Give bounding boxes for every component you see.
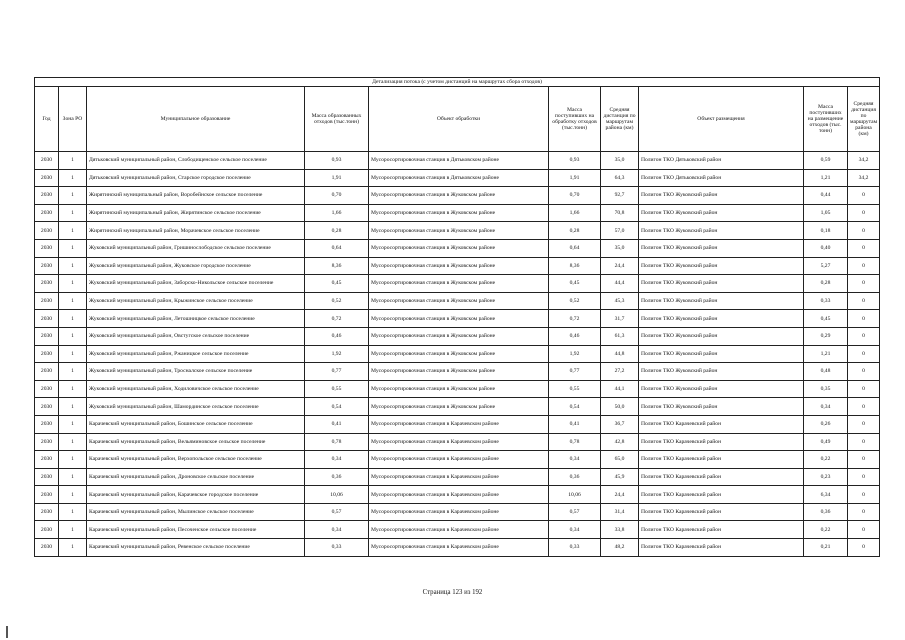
waste-flow-table [34, 77, 880, 557]
cell-placement-object: Полигон ТКО Карачевский район [639, 433, 804, 451]
cell-mass-to-placement: 0,22 [804, 451, 848, 469]
cell-avg-distance-treatment: 57,0 [601, 222, 639, 240]
cell-avg-distance-placement: 0 [848, 486, 880, 504]
cell-mass-to-placement: 0,49 [804, 433, 848, 451]
cell-zone: 1 [59, 222, 87, 240]
cell-municipality: Карачевский муниципальный район, Ревенское сельское поселение [87, 539, 305, 557]
cell-treatment-object: Мусоросортировочная станция в Жуковском районе [369, 310, 549, 328]
cell-placement-object: Полигон ТКО Жуковский район [639, 257, 804, 275]
cell-mass-to-placement: 0,45 [804, 310, 848, 328]
cell-municipality: Карачевский муниципальный район, Верхопольское сельское поселение [87, 451, 305, 469]
table-row [35, 415, 880, 433]
cell-municipality: Жуковский муниципальный район, Заборско-Никольское сельское поселение [87, 275, 305, 293]
cell-municipality: Дятьковский муниципальный район, Слободищенское сельское поселение [87, 152, 305, 170]
cell-year: 2030 [35, 257, 59, 275]
cell-avg-distance-treatment: 44,8 [601, 345, 639, 363]
cell-mass-to-treatment: 0,28 [549, 222, 601, 240]
cell-avg-distance-placement: 0 [848, 433, 880, 451]
cell-mass-to-placement: 1,21 [804, 169, 848, 187]
cell-mass-to-placement: 0,18 [804, 222, 848, 240]
cell-municipality: Жуковский муниципальный район, Ржаницкое сельское поселение [87, 345, 305, 363]
cell-treatment-object: Мусоросортировочная станция в Карачевском районе [369, 415, 549, 433]
cell-year: 2030 [35, 275, 59, 293]
table-row [35, 503, 880, 521]
cell-mass-generated: 1,66 [305, 204, 369, 222]
cell-year: 2030 [35, 292, 59, 310]
cell-treatment-object: Мусоросортировочная станция в Карачевском районе [369, 468, 549, 486]
cell-mass-to-placement: 0,28 [804, 275, 848, 293]
cell-mass-to-treatment: 0,45 [549, 275, 601, 293]
cell-avg-distance-treatment: 35,0 [601, 152, 639, 170]
cell-mass-generated: 0,52 [305, 292, 369, 310]
cell-year: 2030 [35, 380, 59, 398]
cell-treatment-object: Мусоросортировочная станция в Жуковском районе [369, 363, 549, 381]
cell-municipality: Карачевский муниципальный район, Бошинское сельское поселение [87, 415, 305, 433]
cell-zone: 1 [59, 257, 87, 275]
cell-treatment-object: Мусоросортировочная станция в Жуковском районе [369, 345, 549, 363]
cell-mass-to-placement: 0,44 [804, 187, 848, 205]
cell-treatment-object: Мусоросортировочная станция в Жуковском районе [369, 292, 549, 310]
table-row [35, 451, 880, 469]
cell-municipality: Жуковский муниципальный район, Овстугское сельское поселение [87, 327, 305, 345]
cell-avg-distance-treatment: 35,0 [601, 239, 639, 257]
table-row [35, 222, 880, 240]
cell-placement-object: Полигон ТКО Дятьковский район [639, 152, 804, 170]
cell-treatment-object: Мусоросортировочная станция в Жуковском районе [369, 239, 549, 257]
table-row [35, 152, 880, 170]
cell-placement-object: Полигон ТКО Жуковский район [639, 222, 804, 240]
cell-placement-object: Полигон ТКО Жуковский район [639, 310, 804, 328]
cell-avg-distance-treatment: 24,4 [601, 486, 639, 504]
cell-year: 2030 [35, 451, 59, 469]
cell-zone: 1 [59, 415, 87, 433]
cell-municipality: Жуковский муниципальный район, Жуковское городское поселение [87, 257, 305, 275]
cell-municipality: Жирятинский муниципальный район, Жирятинское сельское поселение [87, 204, 305, 222]
cell-treatment-object: Мусоросортировочная станция в Карачевском районе [369, 433, 549, 451]
cell-mass-to-placement: 0,33 [804, 292, 848, 310]
cell-treatment-object: Мусоросортировочная станция в Жуковском районе [369, 398, 549, 416]
cell-placement-object: Полигон ТКО Жуковский район [639, 292, 804, 310]
cell-zone: 1 [59, 327, 87, 345]
cell-mass-generated: 10,06 [305, 486, 369, 504]
cell-municipality: Карачевский муниципальный район, Дроновское сельское поселение [87, 468, 305, 486]
cell-mass-to-placement: 0,34 [804, 398, 848, 416]
cell-placement-object: Полигон ТКО Дятьковский район [639, 169, 804, 187]
cell-zone: 1 [59, 468, 87, 486]
cell-avg-distance-treatment: 27,2 [601, 363, 639, 381]
cell-placement-object: Полигон ТКО Карачевский район [639, 539, 804, 557]
header-treatment-object: Объект обработки [369, 87, 549, 152]
cell-placement-object: Полигон ТКО Карачевский район [639, 521, 804, 539]
cell-mass-generated: 0,70 [305, 187, 369, 205]
cell-mass-generated: 0,34 [305, 451, 369, 469]
cell-mass-generated: 0,33 [305, 539, 369, 557]
cell-year: 2030 [35, 398, 59, 416]
cell-mass-to-placement: 0,40 [804, 239, 848, 257]
cell-mass-to-treatment: 0,57 [549, 503, 601, 521]
cell-mass-to-placement: 0,59 [804, 152, 848, 170]
cell-mass-to-placement: 0,36 [804, 503, 848, 521]
cell-mass-to-treatment: 0,34 [549, 451, 601, 469]
table-row [35, 521, 880, 539]
cell-municipality: Жуковский муниципальный район, Гришинослободское сельское поселение [87, 239, 305, 257]
cell-avg-distance-treatment: 36,7 [601, 415, 639, 433]
cell-municipality: Жуковский муниципальный район, Летошницкое сельское поселение [87, 310, 305, 328]
table-row [35, 292, 880, 310]
cell-municipality: Жуковский муниципальный район, Крыжинское сельское поселение [87, 292, 305, 310]
cell-mass-to-treatment: 0,34 [549, 521, 601, 539]
cell-avg-distance-placement: 0 [848, 239, 880, 257]
cell-municipality: Карачевский муниципальный район, Песоченское сельское поселение [87, 521, 305, 539]
cell-mass-generated: 1,92 [305, 345, 369, 363]
cell-municipality: Жуковский муниципальный район, Тросналское сельское поселение [87, 363, 305, 381]
cell-avg-distance-treatment: 45,3 [601, 292, 639, 310]
cell-zone: 1 [59, 363, 87, 381]
cell-mass-to-treatment: 0,64 [549, 239, 601, 257]
cell-zone: 1 [59, 239, 87, 257]
cell-zone: 1 [59, 292, 87, 310]
table-row [35, 539, 880, 557]
cell-treatment-object: Мусоросортировочная станция в Карачевском районе [369, 521, 549, 539]
cell-placement-object: Полигон ТКО Жуковский район [639, 275, 804, 293]
cell-avg-distance-treatment: 31,4 [601, 503, 639, 521]
cell-mass-to-placement: 0,29 [804, 327, 848, 345]
cell-treatment-object: Мусоросортировочная станция в Карачевском районе [369, 486, 549, 504]
cell-mass-generated: 0,77 [305, 363, 369, 381]
cell-mass-generated: 8,36 [305, 257, 369, 275]
cell-avg-distance-placement: 0 [848, 503, 880, 521]
cell-treatment-object: Мусоросортировочная станция в Жуковском районе [369, 380, 549, 398]
table-row [35, 275, 880, 293]
table-row [35, 187, 880, 205]
cell-year: 2030 [35, 327, 59, 345]
cell-mass-to-treatment: 0,93 [549, 152, 601, 170]
cell-zone: 1 [59, 187, 87, 205]
table-row [35, 398, 880, 416]
cell-mass-to-placement: 0,26 [804, 415, 848, 433]
cell-avg-distance-placement: 0 [848, 275, 880, 293]
cell-zone: 1 [59, 521, 87, 539]
header-mass-to-treatment: Масса поступивших на обработку отходов (тыс.тонн) [549, 87, 601, 152]
cell-avg-distance-placement: 0 [848, 310, 880, 328]
cell-mass-to-treatment: 10,06 [549, 486, 601, 504]
table-row [35, 169, 880, 187]
cell-treatment-object: Мусоросортировочная станция в Карачевском районе [369, 539, 549, 557]
cell-mass-generated: 0,46 [305, 327, 369, 345]
cell-avg-distance-placement: 0 [848, 204, 880, 222]
cell-mass-generated: 1,91 [305, 169, 369, 187]
cell-mass-to-placement: 5,27 [804, 257, 848, 275]
cell-mass-generated: 0,64 [305, 239, 369, 257]
cell-treatment-object: Мусоросортировочная станция в Жуковском районе [369, 327, 549, 345]
cell-mass-generated: 0,34 [305, 521, 369, 539]
cell-treatment-object: Мусоросортировочная станция в Карачевском районе [369, 451, 549, 469]
table-row [35, 345, 880, 363]
cell-avg-distance-placement: 0 [848, 380, 880, 398]
cell-avg-distance-treatment: 48,2 [601, 539, 639, 557]
cell-avg-distance-placement: 0 [848, 345, 880, 363]
cell-year: 2030 [35, 486, 59, 504]
cell-year: 2030 [35, 187, 59, 205]
cell-avg-distance-treatment: 44,1 [601, 380, 639, 398]
cell-municipality: Карачевский муниципальный район, Вельяминовское сельское поселение [87, 433, 305, 451]
cell-municipality: Жуковский муниципальный район, Ходиловичское сельское поселение [87, 380, 305, 398]
cell-year: 2030 [35, 310, 59, 328]
cell-avg-distance-placement: 34,2 [848, 152, 880, 170]
cell-mass-to-treatment: 0,41 [549, 415, 601, 433]
cell-year: 2030 [35, 363, 59, 381]
cell-avg-distance-placement: 0 [848, 398, 880, 416]
cell-municipality: Жуковский муниципальный район, Шамординское сельское поселение [87, 398, 305, 416]
table-row [35, 310, 880, 328]
cell-mass-to-treatment: 0,70 [549, 187, 601, 205]
cell-avg-distance-placement: 0 [848, 539, 880, 557]
cell-avg-distance-treatment: 44,4 [601, 275, 639, 293]
cell-zone: 1 [59, 398, 87, 416]
table-row [35, 380, 880, 398]
cell-treatment-object: Мусоросортировочная станция в Жуковском районе [369, 275, 549, 293]
cell-mass-generated: 0,41 [305, 415, 369, 433]
cell-mass-to-placement: 0,23 [804, 468, 848, 486]
cell-mass-to-placement: 0,21 [804, 539, 848, 557]
cell-avg-distance-treatment: 31,7 [601, 310, 639, 328]
table-caption: Детализация потока (с учетом дистанций на маршрутах сбора отходов) [35, 78, 880, 87]
cell-mass-generated: 0,72 [305, 310, 369, 328]
cell-placement-object: Полигон ТКО Карачевский район [639, 415, 804, 433]
cell-year: 2030 [35, 521, 59, 539]
cell-mass-to-treatment: 0,46 [549, 327, 601, 345]
cell-avg-distance-treatment: 65,0 [601, 451, 639, 469]
cell-avg-distance-placement: 0 [848, 292, 880, 310]
header-avg-distance-treatment: Средняя дистанция по маршрутам района (км) [601, 87, 639, 152]
cell-placement-object: Полигон ТКО Жуковский район [639, 363, 804, 381]
cell-mass-to-placement: 0,48 [804, 363, 848, 381]
scan-edge-mark [6, 626, 8, 638]
header-avg-distance-placement: Средняя дистанция по маршрутам района (км) [848, 87, 880, 152]
cell-year: 2030 [35, 503, 59, 521]
cell-year: 2030 [35, 468, 59, 486]
cell-placement-object: Полигон ТКО Карачевский район [639, 451, 804, 469]
header-placement-object: Объект размещения [639, 87, 804, 152]
cell-treatment-object: Мусоросортировочная станция в Дятьковском районе [369, 169, 549, 187]
cell-year: 2030 [35, 169, 59, 187]
cell-treatment-object: Мусоросортировочная станция в Жуковском районе [369, 257, 549, 275]
cell-zone: 1 [59, 451, 87, 469]
cell-zone: 1 [59, 380, 87, 398]
cell-placement-object: Полигон ТКО Карачевский район [639, 468, 804, 486]
cell-placement-object: Полигон ТКО Жуковский район [639, 380, 804, 398]
cell-placement-object: Полигон ТКО Карачевский район [639, 503, 804, 521]
cell-placement-object: Полигон ТКО Жуковский район [639, 204, 804, 222]
cell-year: 2030 [35, 222, 59, 240]
cell-avg-distance-treatment: 24,4 [601, 257, 639, 275]
cell-mass-to-placement: 1,21 [804, 345, 848, 363]
cell-placement-object: Полигон ТКО Карачевский район [639, 486, 804, 504]
cell-zone: 1 [59, 169, 87, 187]
table-row [35, 327, 880, 345]
cell-mass-generated: 0,93 [305, 152, 369, 170]
table-row [35, 204, 880, 222]
cell-year: 2030 [35, 204, 59, 222]
cell-mass-generated: 0,55 [305, 380, 369, 398]
cell-zone: 1 [59, 539, 87, 557]
cell-avg-distance-placement: 0 [848, 468, 880, 486]
cell-year: 2030 [35, 345, 59, 363]
page-number: Страница 123 из 192 [422, 589, 483, 596]
header-mass-to-placement: Масса поступивших на размещение отходов (тыс. тонн) [804, 87, 848, 152]
cell-avg-distance-treatment: 50,0 [601, 398, 639, 416]
cell-mass-to-placement: 6,34 [804, 486, 848, 504]
cell-municipality: Карачевский муниципальный район, Мылинское сельское поселение [87, 503, 305, 521]
cell-mass-to-treatment: 0,36 [549, 468, 601, 486]
cell-avg-distance-treatment: 61,3 [601, 327, 639, 345]
cell-municipality: Жирятинский муниципальный район, Морачевское сельское поселение [87, 222, 305, 240]
cell-zone: 1 [59, 204, 87, 222]
cell-treatment-object: Мусоросортировочная станция в Жуковском районе [369, 204, 549, 222]
cell-year: 2030 [35, 152, 59, 170]
header-mass-generated: Масса образованных отходов (тыс.тонн) [305, 87, 369, 152]
cell-mass-generated: 0,78 [305, 433, 369, 451]
table-row [35, 239, 880, 257]
table-row [35, 363, 880, 381]
cell-mass-to-treatment: 8,36 [549, 257, 601, 275]
cell-year: 2030 [35, 539, 59, 557]
cell-avg-distance-placement: 0 [848, 451, 880, 469]
cell-avg-distance-treatment: 33,8 [601, 521, 639, 539]
cell-mass-to-treatment: 1,91 [549, 169, 601, 187]
cell-avg-distance-placement: 0 [848, 415, 880, 433]
table-row [35, 257, 880, 275]
cell-zone: 1 [59, 433, 87, 451]
cell-mass-to-treatment: 0,33 [549, 539, 601, 557]
cell-mass-generated: 0,36 [305, 468, 369, 486]
cell-treatment-object: Мусоросортировочная станция в Жуковском районе [369, 187, 549, 205]
cell-avg-distance-placement: 0 [848, 521, 880, 539]
cell-avg-distance-treatment: 42,8 [601, 433, 639, 451]
cell-mass-to-treatment: 0,52 [549, 292, 601, 310]
cell-zone: 1 [59, 152, 87, 170]
cell-mass-to-treatment: 0,77 [549, 363, 601, 381]
header-year: Год [35, 87, 59, 152]
cell-placement-object: Полигон ТКО Жуковский район [639, 327, 804, 345]
cell-mass-generated: 0,54 [305, 398, 369, 416]
cell-avg-distance-placement: 34,2 [848, 169, 880, 187]
cell-avg-distance-placement: 0 [848, 187, 880, 205]
cell-zone: 1 [59, 503, 87, 521]
cell-mass-to-placement: 0,35 [804, 380, 848, 398]
cell-zone: 1 [59, 486, 87, 504]
cell-year: 2030 [35, 433, 59, 451]
cell-treatment-object: Мусоросортировочная станция в Дятьковском районе [369, 152, 549, 170]
table-row [35, 468, 880, 486]
cell-avg-distance-placement: 0 [848, 327, 880, 345]
cell-avg-distance-treatment: 70,8 [601, 204, 639, 222]
cell-avg-distance-treatment: 64,3 [601, 169, 639, 187]
cell-mass-generated: 0,45 [305, 275, 369, 293]
cell-zone: 1 [59, 275, 87, 293]
cell-mass-generated: 0,57 [305, 503, 369, 521]
cell-year: 2030 [35, 239, 59, 257]
cell-placement-object: Полигон ТКО Жуковский район [639, 187, 804, 205]
table-row [35, 486, 880, 504]
cell-mass-to-treatment: 0,55 [549, 380, 601, 398]
cell-avg-distance-treatment: 45,9 [601, 468, 639, 486]
cell-year: 2030 [35, 415, 59, 433]
cell-placement-object: Полигон ТКО Жуковский район [639, 398, 804, 416]
cell-placement-object: Полигон ТКО Жуковский район [639, 239, 804, 257]
table-row [35, 433, 880, 451]
cell-municipality: Дятьковский муниципальный район, Старское городское поселение [87, 169, 305, 187]
cell-avg-distance-placement: 0 [848, 363, 880, 381]
cell-mass-to-treatment: 1,92 [549, 345, 601, 363]
cell-zone: 1 [59, 345, 87, 363]
cell-treatment-object: Мусоросортировочная станция в Карачевском районе [369, 503, 549, 521]
cell-treatment-object: Мусоросортировочная станция в Жуковском районе [369, 222, 549, 240]
cell-mass-to-treatment: 1,66 [549, 204, 601, 222]
cell-mass-generated: 0,28 [305, 222, 369, 240]
cell-municipality: Жирятинский муниципальный район, Воробейнское сельское поселение [87, 187, 305, 205]
cell-avg-distance-placement: 0 [848, 257, 880, 275]
cell-mass-to-treatment: 0,54 [549, 398, 601, 416]
cell-mass-to-treatment: 0,78 [549, 433, 601, 451]
cell-avg-distance-treatment: 92,7 [601, 187, 639, 205]
cell-placement-object: Полигон ТКО Жуковский район [639, 345, 804, 363]
header-municipality: Муниципальное образование [87, 87, 305, 152]
cell-mass-to-placement: 1,05 [804, 204, 848, 222]
cell-zone: 1 [59, 310, 87, 328]
cell-avg-distance-placement: 0 [848, 222, 880, 240]
cell-mass-to-treatment: 0,72 [549, 310, 601, 328]
table-body [35, 152, 880, 557]
cell-mass-to-placement: 0,22 [804, 521, 848, 539]
header-zone: Зона РО [59, 87, 87, 152]
cell-municipality: Карачевский муниципальный район, Карачевское городское поселение [87, 486, 305, 504]
